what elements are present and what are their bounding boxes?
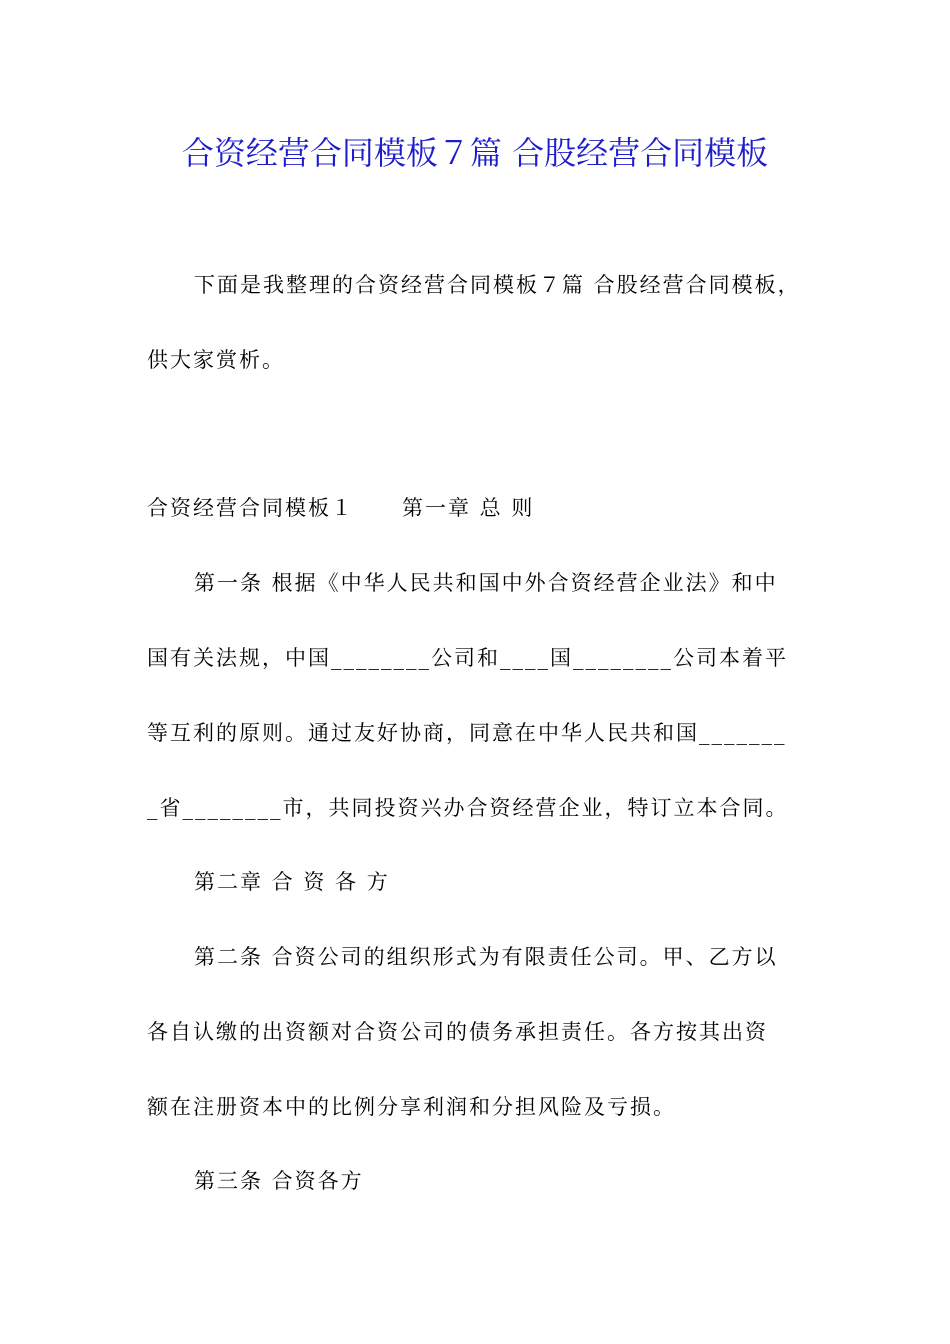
article-1-line-1: 第一条 根据《中华人民共和国中外合资经营企业法》和中: [194, 571, 778, 595]
document-title: 合资经营合同模板７篇 合股经营合同模板: [181, 134, 769, 172]
section-heading: [147, 493, 534, 523]
article-1-line-3: 等互利的原则。通过友好协商，同意在中华人民共和国_______: [147, 721, 787, 745]
template-name: 合资经营合同模板１: [147, 496, 354, 520]
intro-line-2: 供大家赏析。: [147, 348, 285, 372]
article-1-line-4: _省________市，共同投资兴办合资经营企业，特订立本合同。: [147, 796, 789, 820]
chapter-1-heading: 第一章 总 则: [402, 496, 535, 520]
article-3-heading: 第三条 合资各方: [194, 1169, 364, 1193]
article-1-line-2: 国有关法规，中国________公司和____国________公司本着平: [147, 646, 788, 670]
article-2-line-2: 各自认缴的出资额对合资公司的债务承担责任。各方按其出资: [147, 1020, 768, 1044]
chapter-2-heading: 第二章 合 资 各 方: [194, 870, 390, 894]
article-2-line-1: 第二条 合资公司的组织形式为有限责任公司。甲、乙方以: [194, 945, 778, 969]
intro-line-1: 下面是我整理的合资经营合同模板７篇 合股经营合同模板，: [194, 273, 801, 297]
article-2-line-3: 额在注册资本中的比例分享利润和分担风险及亏损。: [147, 1095, 676, 1119]
